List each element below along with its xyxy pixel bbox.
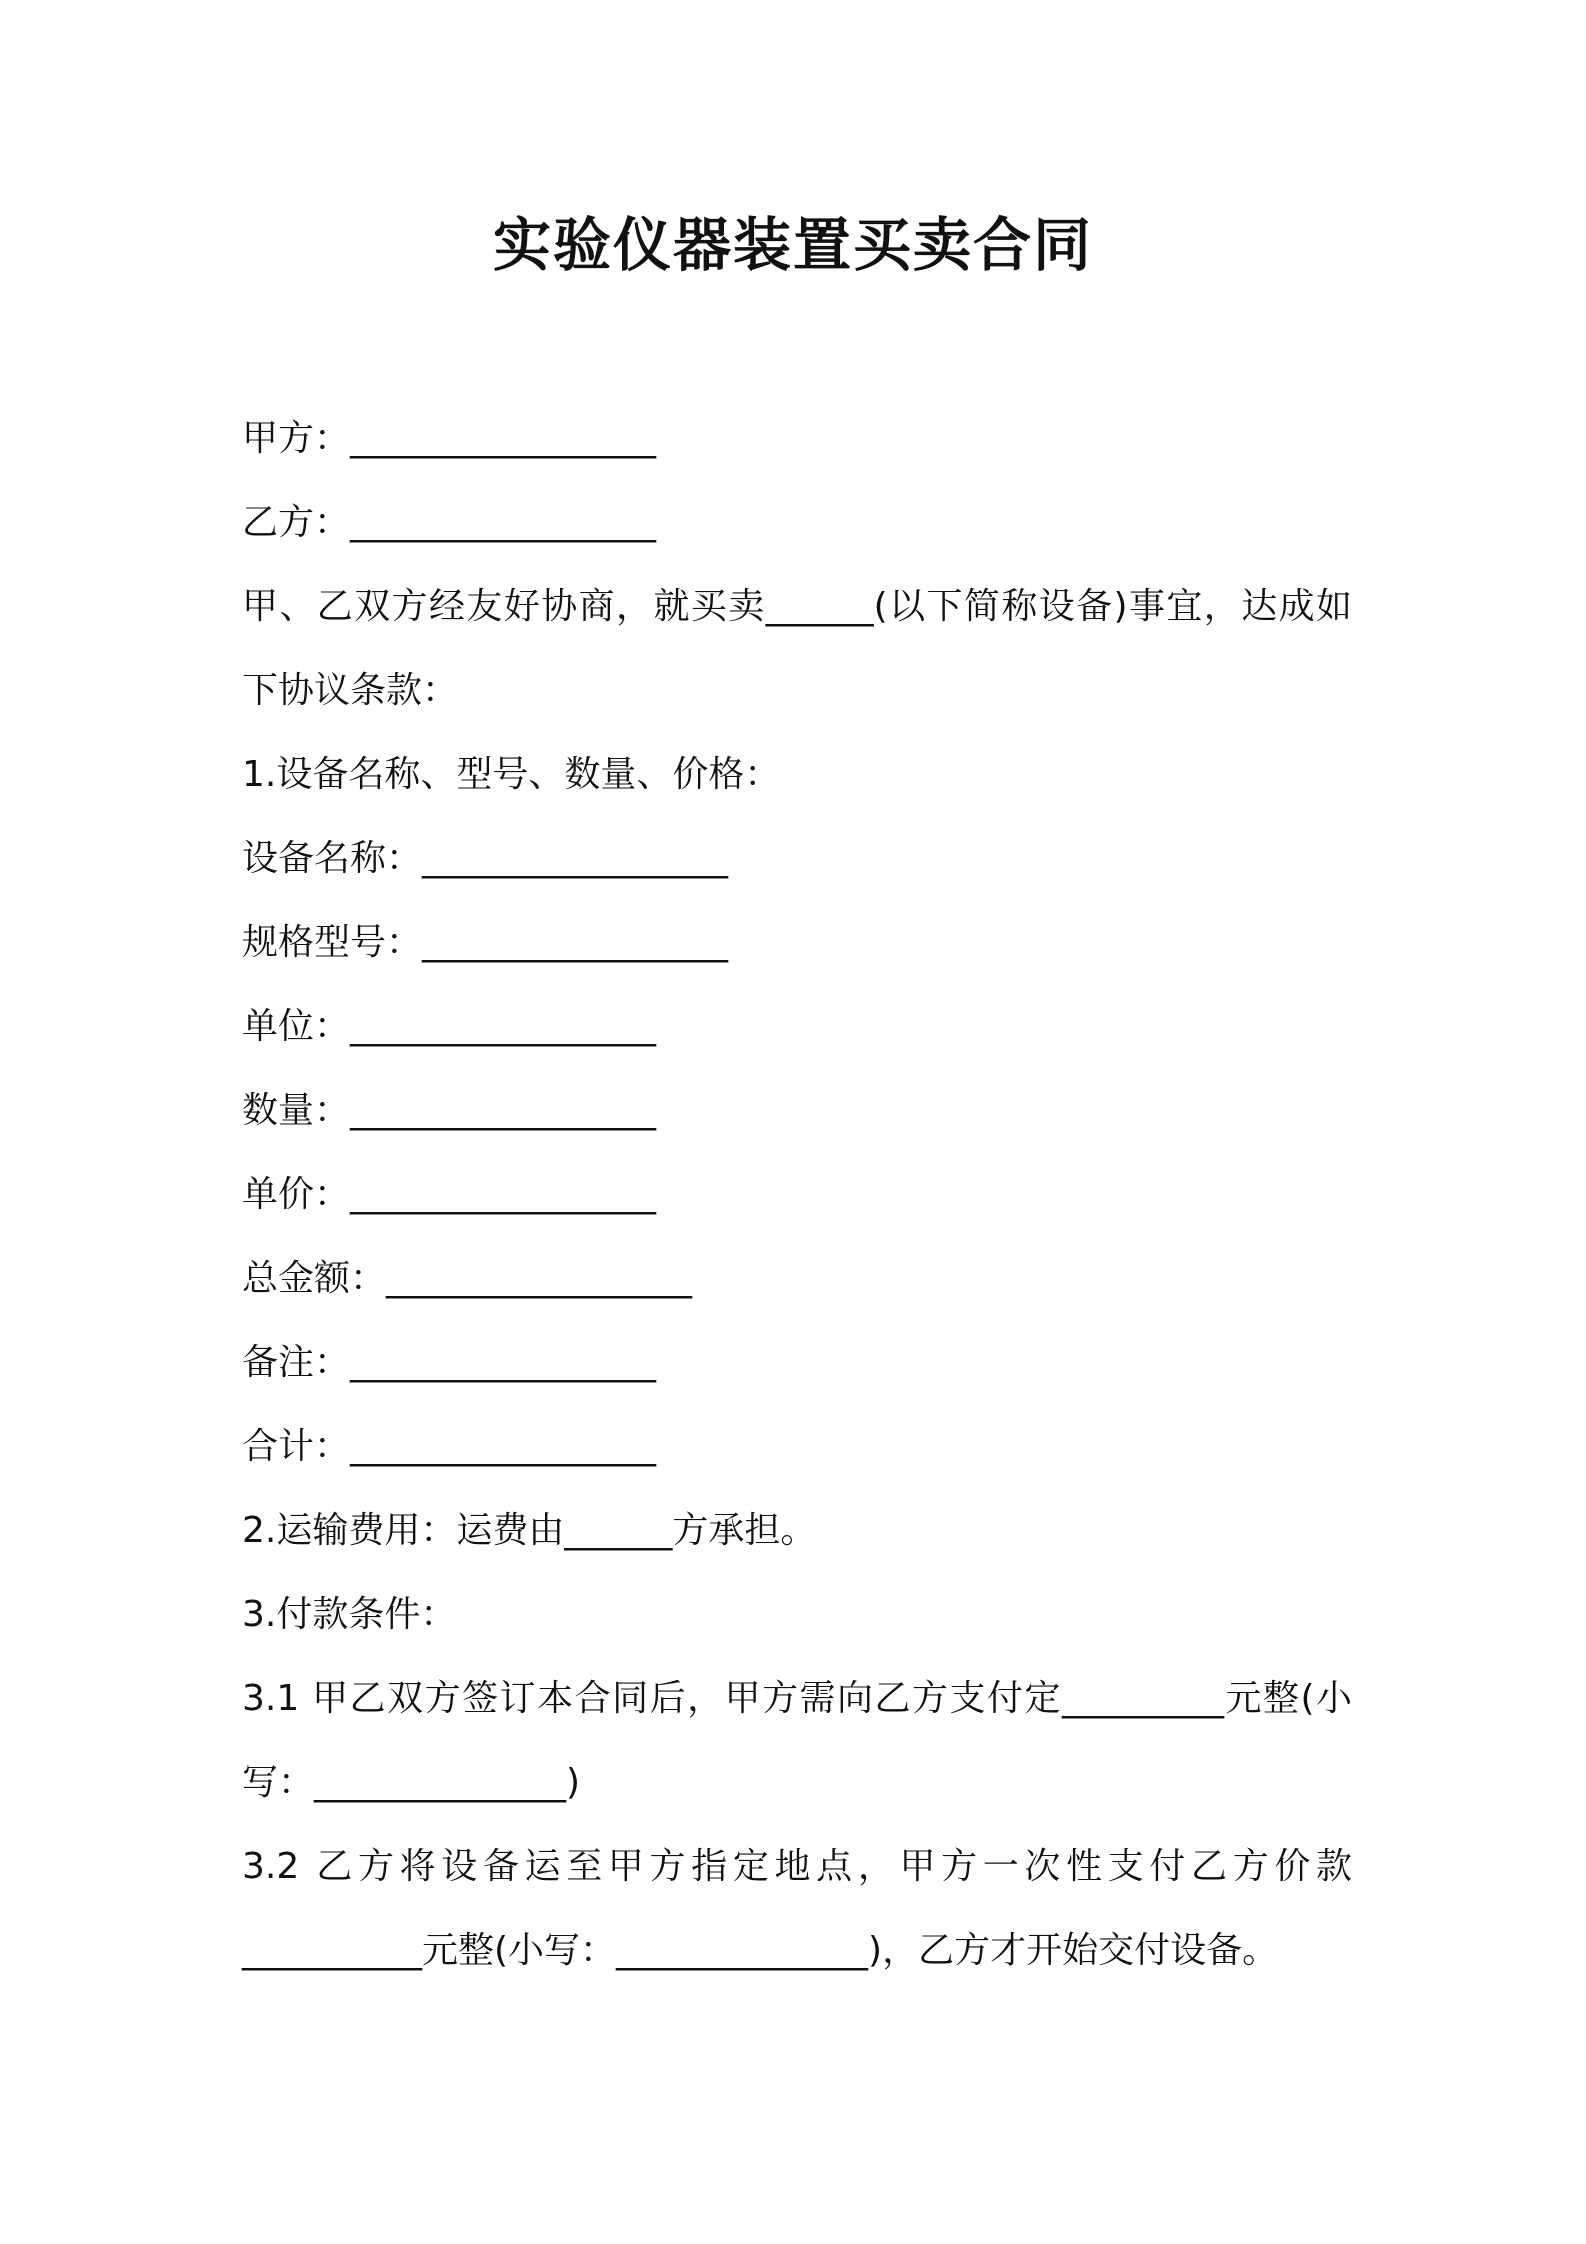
quantity-line: 数量：_________________	[242, 1090, 657, 1131]
sum-line: 合计：_________________	[242, 1426, 657, 1467]
clause-3-2-line-2: __________元整(小写：______________)，乙方才开始交付设备。	[242, 1930, 1279, 1971]
equipment-name-line: 设备名称：_________________	[242, 838, 729, 879]
model-spec-line: 规格型号：_________________	[242, 922, 729, 963]
contract-body	[242, 397, 1352, 1993]
party-b-line: 乙方：_________________	[242, 502, 657, 543]
intro-paragraph-line-2: 下协议条款：	[242, 670, 459, 711]
intro-paragraph-line-1: 甲、乙双方经友好协商，就买卖______(以下简称设备)事宜，达成如	[242, 586, 1352, 627]
clause-2-transport: 2.运输费用：运费由______方承担。	[242, 1510, 817, 1551]
remarks-line: 备注：_________________	[242, 1342, 657, 1383]
clause-1-heading: 1.设备名称、型号、数量、价格：	[242, 754, 781, 795]
total-amount-line: 总金额：_________________	[242, 1258, 693, 1299]
clause-3-heading: 3.付款条件：	[242, 1594, 457, 1635]
unit-line: 单位：_________________	[242, 1006, 657, 1047]
page-title: 实验仪器装置买卖合同	[492, 211, 1093, 279]
clause-3-1-line-2: 写：______________)	[242, 1762, 581, 1803]
clause-3-1-line-1: 3.1 甲乙双方签订本合同后，甲方需向乙方支付定_________元整(小	[242, 1678, 1352, 1719]
clause-3-2-line-1: 3.2 乙方将设备运至甲方指定地点，甲方一次性支付乙方价款	[242, 1846, 1352, 1887]
unit-price-line: 单价：_________________	[242, 1174, 657, 1215]
party-a-line: 甲方：_________________	[242, 418, 657, 459]
